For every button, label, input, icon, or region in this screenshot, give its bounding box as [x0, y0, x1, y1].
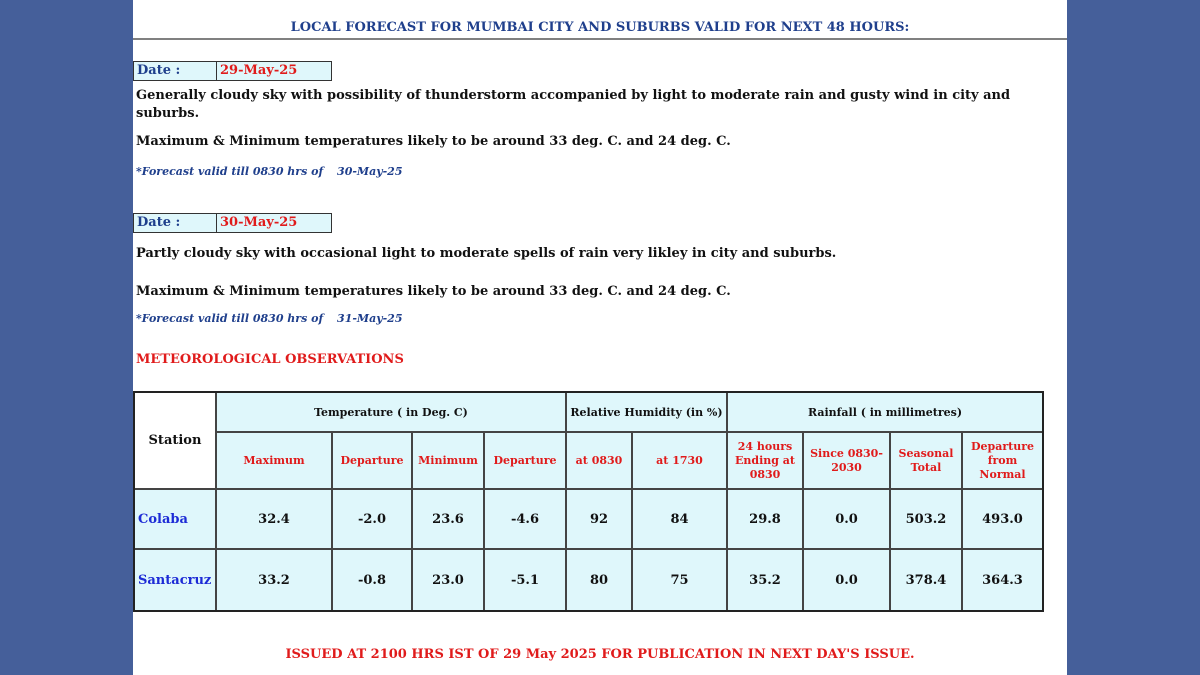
- column-header: Maximum: [217, 433, 333, 490]
- column-header: Departure: [485, 433, 567, 490]
- forecast-2-validity-prefix: *Forecast valid till 0830 hrs of: [136, 312, 324, 325]
- table-row: [135, 550, 1042, 610]
- column-header: 24 hours Ending at 0830: [728, 433, 804, 490]
- station-name: Colaba: [135, 490, 217, 550]
- table-cell: -0.8: [333, 550, 413, 610]
- table-cell: 23.0: [413, 550, 485, 610]
- temperature-group-header: Temperature ( in Deg. C): [217, 393, 567, 433]
- forecast-2-validity-date: 31-May-25: [337, 312, 403, 325]
- table-cell: -5.1: [485, 550, 567, 610]
- station-name: Santacruz: [135, 550, 217, 610]
- table-cell: 503.2: [891, 490, 963, 550]
- column-header: Departure: [333, 433, 413, 490]
- page-title: LOCAL FORECAST FOR MUMBAI CITY AND SUBURBS VALID FOR NEXT 48 HOURS:: [290, 20, 910, 35]
- column-header: Since 0830-2030: [804, 433, 891, 490]
- forecast-2-date-label: Date :: [133, 213, 216, 233]
- table-cell: 92: [567, 490, 633, 550]
- forecast-1-description: Generally cloudy sky with possibility of thunderstorm accompanied by light to moderate rain and gusty wind in city and suburbs.: [136, 88, 1011, 121]
- forecast-1-validity-date: 30-May-25: [337, 165, 403, 178]
- rainfall-group-header: Rainfall ( in millimetres): [728, 393, 1042, 433]
- humidity-group-header: Relative Humidity (in %): [567, 393, 728, 433]
- title-divider: [133, 38, 1067, 40]
- station-header: Station: [135, 393, 217, 490]
- table-cell: 80: [567, 550, 633, 610]
- forecast-1-date-value: 29-May-25: [216, 61, 332, 81]
- issued-footer: ISSUED AT 2100 HRS IST OF 29 May 2025 FOR PUBLICATION IN NEXT DAY'S ISSUE.: [285, 647, 915, 662]
- table-cell: 0.0: [804, 490, 891, 550]
- forecast-2-date-value: 30-May-25: [216, 213, 332, 233]
- table-cell: 364.3: [963, 550, 1042, 610]
- table-cell: 32.4: [217, 490, 333, 550]
- table-cell: -2.0: [333, 490, 413, 550]
- table-cell: -4.6: [485, 490, 567, 550]
- table-cell: 23.6: [413, 490, 485, 550]
- table-cell: 378.4: [891, 550, 963, 610]
- column-header: Departure from Normal: [963, 433, 1042, 490]
- table-cell: 0.0: [804, 550, 891, 610]
- table-row: [135, 490, 1042, 550]
- table-cell: 84: [633, 490, 728, 550]
- forecast-document: [133, 0, 1067, 675]
- table-cell: 35.2: [728, 550, 804, 610]
- forecast-2-temperatures: Maximum & Minimum temperatures likely to be around 33 deg. C. and 24 deg. C.: [136, 284, 731, 299]
- table-cell: 33.2: [217, 550, 333, 610]
- forecast-2-description: Partly cloudy sky with occasional light to moderate spells of rain very likley in city and suburbs.: [136, 246, 837, 261]
- column-header: Seasonal Total: [891, 433, 963, 490]
- forecast-2-validity: [136, 312, 403, 325]
- table-cell: 29.8: [728, 490, 804, 550]
- forecast-1-validity-prefix: *Forecast valid till 0830 hrs of: [136, 165, 324, 178]
- table-cell: 75: [633, 550, 728, 610]
- forecast-1-validity: [136, 165, 403, 178]
- column-header: at 1730: [633, 433, 728, 490]
- forecast-1-temperatures: Maximum & Minimum temperatures likely to be around 33 deg. C. and 24 deg. C.: [136, 134, 731, 149]
- observations-title: METEOROLOGICAL OBSERVATIONS: [136, 352, 404, 367]
- column-header: at 0830: [567, 433, 633, 490]
- forecast-1-date-label: Date :: [133, 61, 216, 81]
- column-header: Minimum: [413, 433, 485, 490]
- observations-table: [133, 391, 1044, 612]
- table-cell: 493.0: [963, 490, 1042, 550]
